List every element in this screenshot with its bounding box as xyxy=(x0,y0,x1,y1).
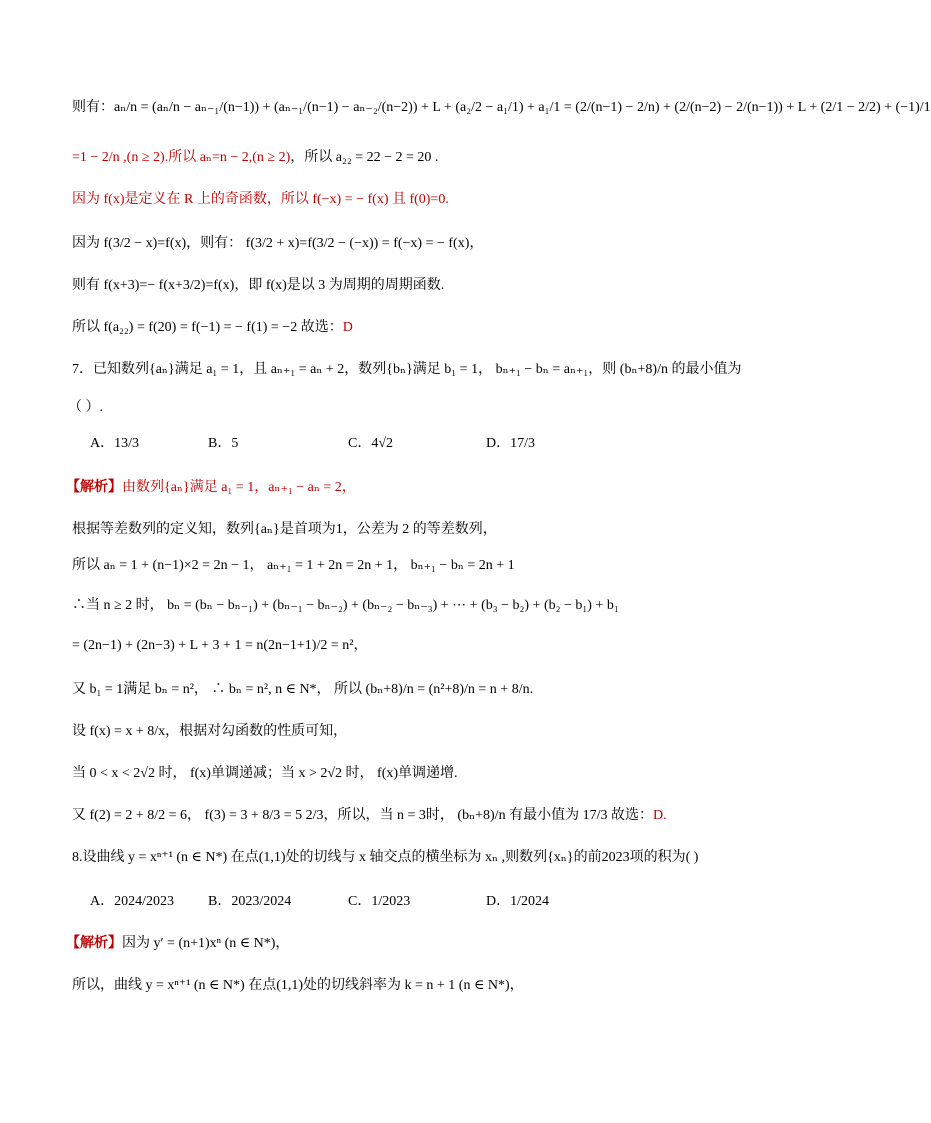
solution-7-monotonic: 当 0 < x < 2√2 时， f(x)单调递减；当 x > 2√2 时， f(x)单调递增. xyxy=(72,766,458,781)
solution-7-an: 所以 aₙ = 1 + (n−1)×2 = 2n − 1， aₙ₊₁ = 1 + 2n = 2n + 1， bₙ₊₁ − bₙ = 2n + 1 xyxy=(72,558,515,573)
solution-7-expression: 又 b₁ = 1满足 bₙ = n²， ∴ bₙ = n², n ∈ N*， 所以 (bₙ+8)/n = (n²+8)/n = n + 8/n. xyxy=(72,682,534,697)
option-b: B．2023/2024 xyxy=(208,894,292,909)
solution-7-bn-sum: ∴当 n ≥ 2 时， bₙ = (bₙ − bₙ₋₁) + (bₙ₋₁ − bₙ₋₂) + (bₙ₋₂ − bₙ₋₃) + ⋯ + (b₃ − b₂) + (b₂ − b₁) + b₁ xyxy=(72,598,619,613)
analysis-tag: 【解析】 xyxy=(66,480,122,495)
option-a: A．13/3 xyxy=(90,436,139,451)
solution-7-answer: 又 f(2) = 2 + 8/2 = 6， f(3) = 3 + 8/3 = 5 2/3，所以，当 n = 3时， (bₙ+8)/n 有最小值为 17/3 故选：D. xyxy=(72,808,667,823)
question-7-stem: 7．已知数列{aₙ}满足 a₁ = 1，且 aₙ₊₁ = aₙ + 2，数列{bₙ}满足 b₁ = 1， bₙ₊₁ − bₙ = aₙ₊₁，则 (bₙ+8)/n 的最小值为 xyxy=(72,362,742,377)
option-d: D．1/2024 xyxy=(486,894,549,909)
option-a: A．2024/2023 xyxy=(90,894,174,909)
option-c: C．4√2 xyxy=(348,436,394,451)
question-7-blank: （ ）. xyxy=(68,400,103,415)
analysis-tag: 【解析】 xyxy=(66,936,122,951)
solution-7-function: 设 f(x) = x + 8/x，根据对勾函数的性质可知， xyxy=(72,724,348,739)
solution-line-an-formula: =1 − 2/n ,(n ≥ 2).所以 aₙ=n − 2,(n ≥ 2)，所以 a₂₂ = 22 − 2 = 20 . xyxy=(72,150,439,165)
solution-7-intro: 【解析】由数列{aₙ}满足 a₁ = 1，aₙ₊₁ − aₙ = 2， xyxy=(66,480,356,495)
question-8-stem: 8.设曲线 y = xⁿ⁺¹ (n ∈ N*) 在点(1,1)处的切线与 x 轴交点的横坐标为 xₙ ,则数列{xₙ}的前2023项的积为( ) xyxy=(72,850,699,865)
solution-line-period: 则有 f(x+3)=− f(x+3/2)=f(x)，即 f(x)是以 3 为周期的周期函数. xyxy=(72,278,445,293)
solution-line-answer-6: 所以 f(a₂₂) = f(20) = f(−1) = − f(1) = −2 故选：D xyxy=(72,320,353,335)
option-c: C．1/2023 xyxy=(348,894,411,909)
solution-8-slope: 所以，曲线 y = xⁿ⁺¹ (n ∈ N*) 在点(1,1)处的切线斜率为 k = n + 1 (n ∈ N*)， xyxy=(72,978,524,993)
solution-8-intro: 【解析】因为 y′ = (n+1)xⁿ (n ∈ N*)， xyxy=(66,936,290,951)
solution-7-arithmetic: 根据等差数列的定义知，数列{aₙ}是首项为1，公差为 2 的等差数列， xyxy=(72,522,497,537)
solution-line-symmetry: 因为 f(3/2 − x)=f(x)，则有： f(3/2 + x)=f(3/2 − (−x)) = f(−x) = − f(x)， xyxy=(72,236,484,251)
solution-line-telescoping: 则有：aₙ/n = (aₙ/n − aₙ₋₁/(n−1)) + (aₙ₋₁/(n−1) − aₙ₋₂/(n−2)) + L + (a₂/2 − a₁/1) + a₁/1 = (2/(n−1) − 2/n) + (2/(n−2) − 2/(n−1)) + L + (2/1 − 2/2) + (−1)/1 xyxy=(72,100,931,115)
solution-line-odd-function: 因为 f(x)是定义在 R 上的奇函数，所以 f(−x) = − f(x) 且 f(0)=0. xyxy=(72,192,449,207)
option-b: B．5 xyxy=(208,436,239,451)
option-d: D．17/3 xyxy=(486,436,535,451)
solution-7-bn-value: = (2n−1) + (2n−3) + L + 3 + 1 = n(2n−1+1)/2 = n²， xyxy=(72,638,368,653)
